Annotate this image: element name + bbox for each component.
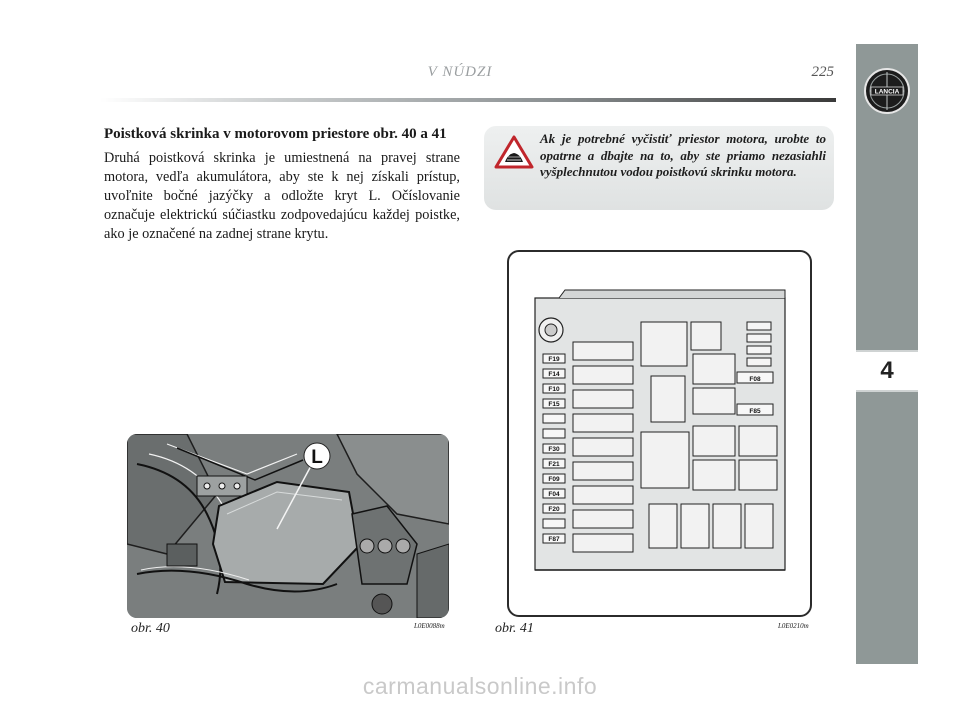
fuse-label: F85 [749,408,761,415]
fuse-label: F08 [749,376,761,383]
fuse-label: F09 [548,476,560,483]
fuse-label: F14 [548,371,560,378]
fuse-left-4 [543,414,565,423]
fuse-label: F15 [548,401,560,408]
fuse-label: F30 [548,446,560,453]
section-heading: Poistková skrinka v motorovom priestore obr. 40 a 41 [104,126,447,142]
fuse-label: F21 [548,461,560,468]
warning-text [496,131,826,181]
engine-bay-illustration [127,434,449,618]
figure-41-caption: obr. 41 [495,621,534,636]
body-paragraph: Druhá poistková skrinka je umiestnená na pravej strane motora, vedľa akumulátora, aby ste k nej získali prístup, uvoľnite bočné jazýčky a odložte kryt L. Očíslovanie označuje elektrickú súčiastku zodpovedajúcu každej poistke, ako je označené na zadnej strane krytu. [104,150,460,242]
section-title: V NÚDZI [427,64,493,80]
figure-40-code: L0E0088m [414,622,445,630]
chapter-number[interactable]: 4 [856,350,918,392]
logo-text: LANCIA [874,88,900,96]
fuse-label: F19 [548,356,560,363]
fuse-label: F87 [548,536,560,543]
fuse-label: F04 [548,491,560,498]
lancia-logo-icon [862,66,912,116]
figure-40-caption: obr. 40 [131,621,170,636]
figure-40-engine-bay [127,434,449,618]
fuse-label: F20 [548,506,560,513]
fuse-left-5 [543,429,565,438]
figure-41-fuse-box [507,250,812,617]
figure-41-code: L0E0210m [778,622,809,630]
header-rule [100,98,836,102]
page-number: 225 [811,64,834,80]
watermark: carmanualsonline.info [362,673,598,699]
warning-text-content: Ak je potrebné vyčistiť priestor motora, urobte to opatrne a dbajte na to, aby ste priamo nezasiahli vyšplechnutou vodou poistkovú skrinku motora. [540,131,826,179]
fuse-box-diagram [509,252,810,615]
fuse-label: F10 [548,386,560,393]
fuse-left-11 [543,519,565,528]
callout-L: L [311,447,323,468]
